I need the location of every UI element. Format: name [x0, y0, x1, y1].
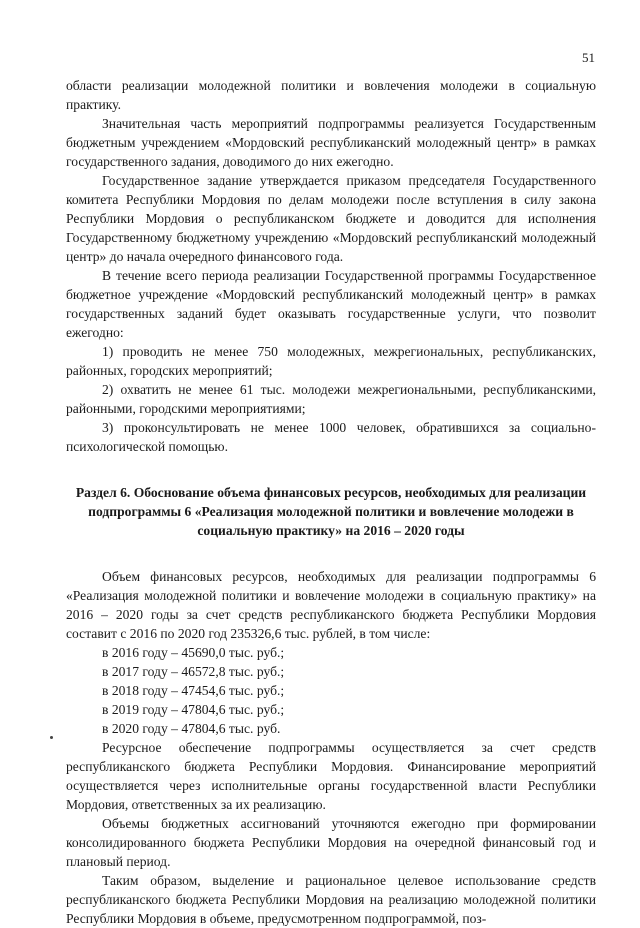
paragraph: Объемы бюджетных ассигнований уточняются ежегодно при формировании консолидированного бюджета Республики Мордовия на очередной финансовый год и плановый период. [66, 816, 596, 869]
finance-intro: Объем финансовых ресурсов, необходимых для реализации подпрограммы 6 «Реализация молодежной политики и вовлечение молодежи в социальную практику» на 2016 – 2020 годы за счет средств республиканского бюджета Республики Мордовия составит с 2016 по 2020 год 235326,6 тыс. рублей, в том числе: [66, 569, 596, 641]
page-number: 51 [582, 50, 595, 65]
year-amount: в 2016 году – 45690,0 тыс. руб.; [102, 645, 285, 660]
year-amount: в 2020 году – 47804,6 тыс. руб. [102, 721, 281, 736]
paragraph: Государственное задание утверждается приказом председателя Государственного комитета Республики Мордовия по делам молодежи после вступления в силу закона Республики Мордовия о республиканском бюджете и доводится для исполнения Государственному бюджетному учреждению «Мордовский республиканский молодежный центр» до начала очередного финансового года. [66, 173, 596, 264]
year-amount: в 2018 году – 47454,6 тыс. руб.; [102, 683, 285, 698]
paragraph: В течение всего периода реализации Государственной программы Государственное бюджетное учреждение «Мордовский республиканский молодежный центр» в рамках государственных заданий будет оказывать государственные услуги, что позволит ежегодно: [66, 268, 596, 340]
paragraph: Ресурсное обеспечение подпрограммы осуществляется за счет средств республиканского бюджета Республики Мордовия. Финансирование мероприятий осуществляется через исполнительные органы государственной власти Республики Мордовия, ответственных за их реализацию. [66, 740, 596, 812]
year-amount: в 2019 году – 47804,6 тыс. руб.; [102, 702, 285, 717]
scan-speck [50, 736, 53, 739]
year-amount: в 2017 году – 46572,8 тыс. руб.; [102, 664, 285, 679]
list-item: 3) проконсультировать не менее 1000 человек, обратившихся за социально-психологической помощью. [66, 420, 596, 454]
list-item: 1) проводить не менее 750 молодежных, межрегиональных, республиканских, районных, городских мероприятий; [66, 344, 596, 378]
paragraph: области реализации молодежной политики и вовлечения молодежи в социальную практику. [66, 78, 596, 112]
paragraph: Значительная часть мероприятий подпрограммы реализуется Государственным бюджетным учреждением «Мордовский республиканский молодежный центр» в рамках государственного задания, доводимого до них ежегодно. [66, 116, 596, 169]
list-item: 2) охватить не менее 61 тыс. молодежи межрегиональными, республиканскими, районными, городскими мероприятиями; [66, 382, 596, 416]
section-heading: Раздел 6. Обоснование объема финансовых ресурсов, необходимых для реализации подпрограммы 6 «Реализация молодежной политики и вовлечение молодежи в социальную практику» на 2016 – 2020 годы [75, 485, 587, 538]
document-body [66, 76, 596, 928]
paragraph: Таким образом, выделение и рациональное целевое использование средств республиканского бюджета Республики Мордовия на реализацию молодежной политики Республики Мордовия в объеме, предусмотренном подпрограммой, поз- [66, 873, 596, 926]
